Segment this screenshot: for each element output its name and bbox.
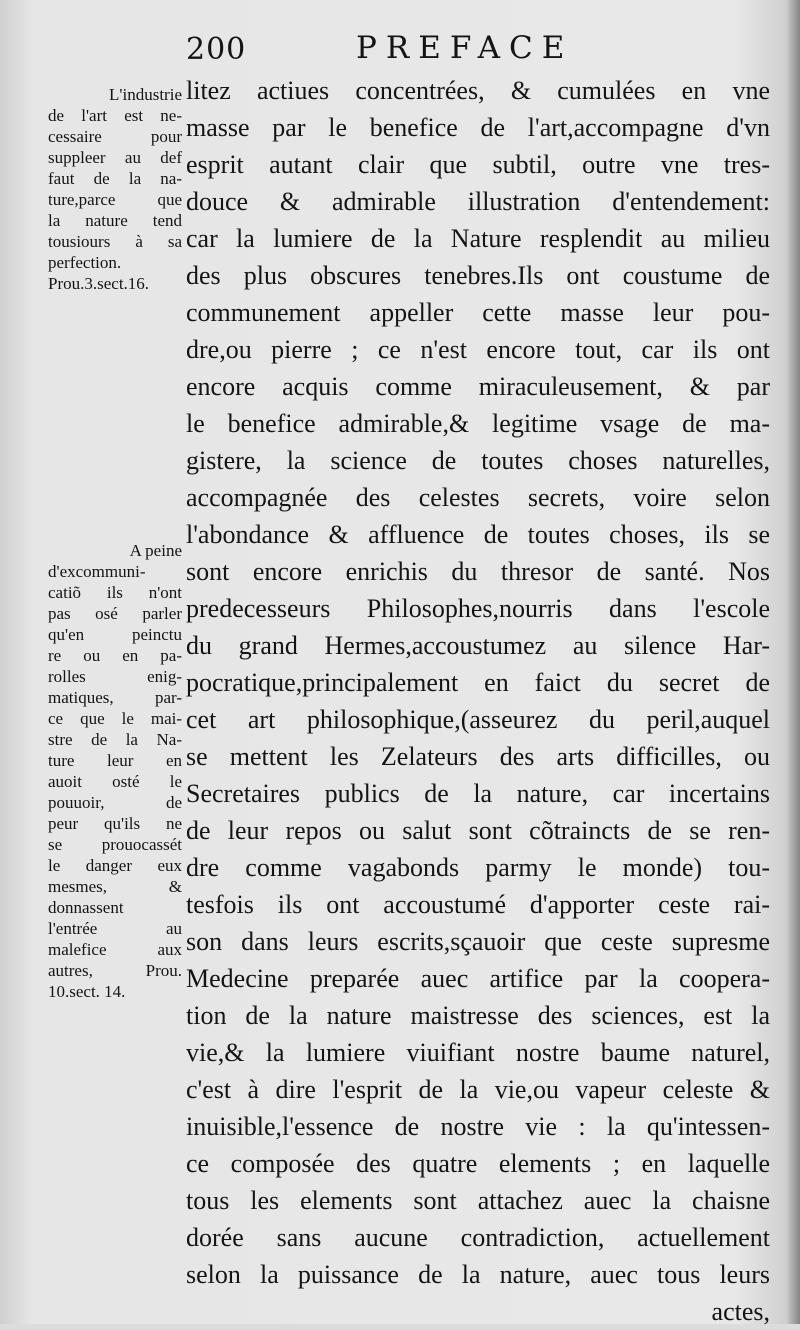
marginal-note-line: qu'en peinctu (48, 625, 182, 644)
text-line: esprit autant clair que subtil, outre vne tres- (186, 150, 770, 179)
text-line: vie,& la lumiere viuifiant nostre baume naturel, (186, 1038, 770, 1067)
marginal-note-line: re ou en pa- (48, 646, 182, 665)
marginal-note-line: autres, Prou. (48, 961, 182, 980)
text-line: son dans leurs escrits,sçauoir que ceste supresme (186, 927, 770, 956)
text-line: tesfois ils ont accoustumé d'apporter ceste rai- (186, 890, 770, 919)
marginal-note-line: malefice aux (48, 940, 182, 959)
text-line: communement appeller cette masse leur pou- (186, 298, 770, 327)
marginal-note-line: matiques, par- (48, 688, 182, 707)
page-gutter-shadow (786, 0, 800, 1324)
text-line: pocratique,principalement en faict du secret de (186, 668, 770, 697)
marginal-note-line: L'industrie (109, 85, 182, 104)
text-line: dre comme vagabonds parmy le monde) tou- (186, 853, 770, 882)
text-line: des plus obscures tenebres.Ils ont coustume de (186, 261, 770, 290)
text-line: predecesseurs Philosophes,nourris dans l'escole (186, 594, 770, 623)
text-line: accompagnée des celestes secrets, voire selon (186, 483, 770, 512)
text-line: Secretaires publics de la nature, car incertains (186, 779, 770, 808)
text-line: tous les elements sont attachez auec la chaisne (186, 1186, 770, 1215)
text-line: tion de la nature maistresse des sciences, est la (186, 1001, 770, 1030)
text-line: du grand Hermes,accoustumez au silence Har- (186, 631, 770, 660)
text-line: c'est à dire l'esprit de la vie,ou vapeur celeste & (186, 1075, 770, 1104)
text-line: masse par le benefice de l'art,accompagne d'vn (186, 113, 770, 142)
text-line: Medecine preparée auec artifice par la coopera- (186, 964, 770, 993)
page-header (0, 26, 800, 76)
text-line: sont encore enrichis du thresor de santé. Nos (186, 557, 770, 586)
text-line: inuisible,l'essence de nostre vie : la qu'intessen- (186, 1112, 770, 1141)
marginal-note-line: perfection. (48, 253, 122, 272)
text-line: dorée sans aucune contradiction, actuellement (186, 1223, 770, 1252)
text-line: car la lumiere de la Nature resplendit au milieu (186, 224, 770, 253)
text-line: cet art philosophique,(asseurez du peril,auquel (186, 705, 770, 734)
text-line: de leur repos ou salut sont cõtraincts de se ren- (186, 816, 770, 845)
marginal-note-line: tousiours à sa (48, 232, 182, 251)
marginal-note-line: stre de la Na- (48, 730, 182, 749)
marginal-note-line: catiõ ils n'ont (48, 583, 182, 602)
text-line: selon la puissance de la nature, auec tous leurs (186, 1260, 770, 1289)
marginal-note-line: mesmes, & (48, 877, 182, 896)
marginal-note-line: ture leur en (48, 751, 182, 770)
running-title: PREFACE (356, 30, 574, 66)
text-line: l'abondance & affluence de toutes choses, ils se (186, 520, 770, 549)
text-line: le benefice admirable,& legitime vsage de ma- (186, 409, 770, 438)
marginal-note-line: cessaire pour (48, 127, 182, 146)
marginal-note-line: ture,parce que (48, 190, 182, 209)
marginal-note-line: peur qu'ils ne (48, 814, 182, 833)
text-line: ce composée des quatre elements ; en laquelle (186, 1149, 770, 1178)
marginal-note-line: suppleer au def (48, 148, 182, 167)
marginal-note-line: auoit osté le (48, 772, 182, 791)
marginal-note-line: A peine (129, 541, 182, 560)
text-line: encore acquis comme miraculeusement, & par (186, 372, 770, 401)
marginal-note-line: le danger eux (48, 856, 182, 875)
marginal-note-line: l'entrée au (48, 919, 182, 938)
marginal-note-line: pas osé parler (48, 604, 182, 623)
marginal-note-line: d'excommuni- (48, 562, 146, 581)
marginal-note-line: ce que le mai- (48, 709, 182, 728)
text-line: gistere, la science de toutes choses naturelles, (186, 446, 770, 475)
marginal-note-line: donnassent (48, 898, 124, 917)
text-line: litez actiues concentrées, & cumulées en vne (186, 76, 770, 105)
marginal-note-line: rolles enig- (48, 667, 182, 686)
text-line: actes, (711, 1297, 770, 1326)
marginal-note-line: Prou.3.sect.16. (48, 274, 150, 293)
text-line: se mettent les Zelateurs des arts difficilles, ou (186, 742, 770, 771)
marginal-note-line: se prouocassét (48, 835, 182, 854)
marginal-note-line: 10.sect. 14. (48, 982, 126, 1001)
marginal-note-line: faut de la na- (48, 169, 182, 188)
marginal-note-excommunication (48, 540, 182, 1002)
text-line: douce & admirable illustration d'entendement: (186, 187, 770, 216)
body-text (186, 72, 770, 1330)
page-number: 200 (186, 32, 247, 67)
marginal-note-line: pouuoir, de (48, 793, 182, 812)
marginal-note-line: de l'art est ne- (48, 106, 182, 125)
text-line: dre,ou pierre ; ce n'est encore tout, car ils ont (186, 335, 770, 364)
marginal-note-line: la nature tend (48, 211, 182, 230)
marginal-note-industry (48, 84, 182, 294)
